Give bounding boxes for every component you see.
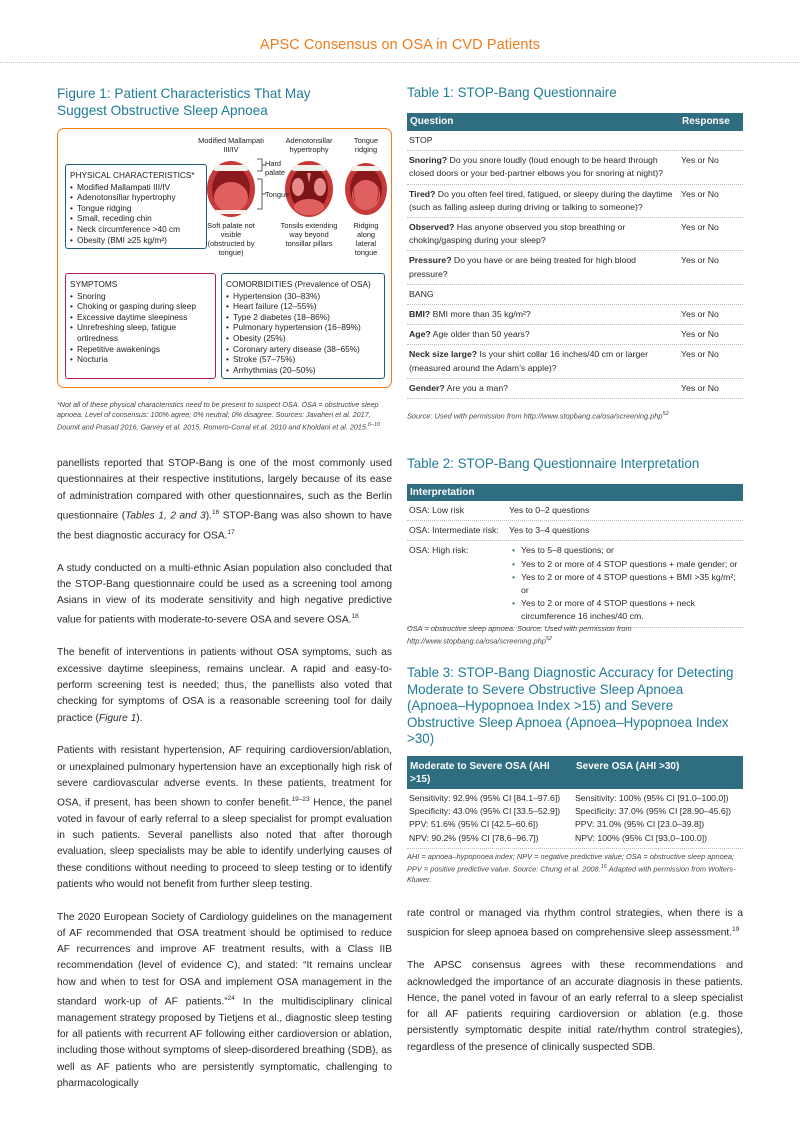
comorbidities-heading: COMORBIDITIES (Prevalence of OSA) [226, 279, 371, 289]
list-item: • Neck circumference >40 cm [70, 224, 202, 235]
paragraph: Patients with resistant hypertension, AF requiring cardioversion/ablation, or unexplained pulmonary hypertension have an exceptionally high risk of severe cardiovascular adverse events. In these patients, treatment for OSA, if present, has been shown to confer benefit.$^{19-23}$ Hence, the panel voted in favour of early referral to a sleep specialist for prompt evaluation in such patients. Several panellists also noted that after thorough evaluation, sleep specialists may be able to identify underlying causes of these conditions without needing to proceed to sleep testing or to identify patients who would not benefit from further sleep testing. [57, 745, 392, 890]
left-body-text [57, 456, 392, 1109]
table1-source: Source: Used with permission from http://www.stopbang.ca/osa/screening.php$^{52}$ [407, 411, 669, 421]
tonsils-mouth-illustration [283, 159, 335, 219]
list-item: • Pulmonary hypertension (16–89%) [226, 322, 380, 333]
illus-title-tonsils: Adenotonsillar hypertrophy [285, 136, 333, 154]
paragraph: A study conducted on a multi-ethnic Asian population also concluded that the STOP-Bang questionnaire could be used as a screening tool among Asians in view of its moderate sensitivity and high negative predictive value for patients with moderate-to-severe OSA and severe OSA.$^{18}$ [57, 562, 392, 626]
list-item: • Choking or gasping during sleep [70, 301, 211, 312]
list-item: • Yes to 5–8 questions; or [509, 544, 739, 557]
table3-title: Table 3: STOP-Bang Diagnostic Accuracy for Detecting Moderate to Severe Obstructive Sleep Apnoea (Apnoea–Hypopnoea Index >15) and Severe Obstructive Sleep Apnoea (Apnoea–Hypopnoea Index >30) [407, 665, 734, 746]
table-row: Neck size large? Is your shirt collar 16 inches/40 cm or larger (measured around the Adam’s apple)? Yes or No [407, 345, 743, 378]
table-row: PPV: 51.6% (95% CI [42.5–60.6]) PPV: 31.0% (95% CI [23.0–39.8]) [409, 819, 705, 830]
table-row: NPV: 90.2% (95% CI [78.6–96.7]) NPV: 100% (95% CI [93.0–100.0]) [409, 832, 707, 843]
table-header [407, 113, 743, 131]
paragraph: panellists reported that STOP-Bang is one of the most commonly used questionnaires at their respective institutions, largely because of its ease of administration compared with other questionnaires, such as the Berlin questionnaire (Tables 1, 2 and 3).$^{16}$ STOP-Bang was also shown to have the best diagnostic accuracy for OSA.$^{17}$ [57, 458, 393, 541]
table-row: OSA: High risk: • Yes to 5–8 questions; or • Yes to 2 or more of 4 STOP questions + male gender; or • Yes to 2 or more of 4 STOP questions + BMI >35 kg/m²; or • Yes to 2 or more of 4 STOP questions + neck circumference 16 inches/40 cm. [407, 541, 743, 627]
list-item: • Type 2 diabetes (18–86%) [226, 312, 380, 323]
table-row: Sensitivity: 92.9% (95% CI [84.1–97.6]) Sensitivity: 100% (95% CI [91.0–100.0]) [409, 793, 729, 803]
table2 [407, 484, 743, 628]
table-header: Moderate to Severe OSA (AHI >15) Severe OSA (AHI >30) [407, 756, 743, 789]
figure-panel [57, 128, 392, 388]
list-item: • Yes to 2 or more of 4 STOP questions + BMI >35 kg/m²; or [509, 571, 739, 597]
label-hard-palate: Hard palate [265, 159, 286, 177]
list-item: • Unrefreshing sleep, fatigue ortiredness [70, 322, 211, 343]
table1-title: Table 1: STOP-Bang Questionnaire [407, 85, 617, 100]
table-row: Pressure? Do you have or are being treated for high blood pressure? Yes or No [407, 251, 743, 284]
running-head: APSC Consensus on OSA in CVD Patients [259, 37, 541, 53]
table-row: Gender? Are you a man? Yes or No [407, 379, 743, 399]
mallampati-mouth-illustration [205, 159, 257, 219]
list-item: • Yes to 2 or more of 4 STOP questions + male gender; or [509, 558, 739, 571]
list-item: • Nocturia [70, 354, 211, 365]
list-item: • Coronary artery disease (38–65%) [226, 344, 380, 355]
illus-title-ridging: Tongue ridging [353, 136, 379, 154]
label-tongue: Tongue [265, 190, 290, 199]
list-item: • Obesity (25%) [226, 333, 380, 344]
figure-footnote-text: *Not all of these physical characteristics need to be present to suspect OSA. OSA = obstructive sleep apnoea. Level of consensus: 100% agree; 0% neutral; 0% disagree. Sources: Javaheri et al. 2017, Doumit and Prasad 2016, Garvey et al. 2015, Romero-Corral et al. 2010 and Kholdani et al. 2015. [57, 400, 379, 432]
list-item: • Excessive daytime sleepiness [70, 312, 211, 323]
table-row: Observed? Has anyone observed you stop breathing or choking/gasping during your sleep? Yes or No [407, 218, 743, 251]
illus-title-mallampati: Modified Mallampati III/IV [198, 136, 264, 154]
list-item: • Small, receding chin [70, 213, 202, 224]
paragraph: The benefit of interventions in patients without OSA symptoms, such as excessive daytime sleepiness, remains unclear. A rapid and easy-to-perform screening test is needed; thus, the panellists also voted that checking for symptoms of OSA is a reasonable screening tool for daily practice (Figure 1). [57, 647, 392, 724]
physical-characteristics-box [65, 164, 207, 249]
paragraph: rate control or managed via rhythm control strategies, when there is a suspicion for sleep apnoea based on comprehensive sleep assessment.$^{19}$ [407, 908, 743, 939]
right-body-text [407, 906, 743, 1072]
list-item: • Yes to 2 or more of 4 STOP questions + neck circumference 16 inches/40 cm. [509, 597, 739, 623]
figure-title: Figure 1: Patient Characteristics That May Suggest Obstructive Sleep Apnoea [57, 86, 311, 118]
table-row: Snoring? Do you snore loudly (loud enough to be heard through closed doors or your bed-partner elbows you for snoring at night)? Yes or No [407, 151, 743, 184]
list-item: • Obesity (BMI ≥25 kg/m²) [70, 235, 202, 246]
list-item: • Hypertension (30–83%) [226, 291, 380, 302]
paragraph: The 2020 European Society of Cardiology guidelines on the management of AF recommended that OSA treatment should be optimised to reduce AF recurrences and improve AF treatment results, with a Class IIB recommendation (level of evidence C), and stated: “It remains unclear how and when to test for OSA and implement OSA management in the standard work-up of AF patients.”$^{24}$ In the multidisciplinary clinical management strategy proposed by Tietjens et al., diagnostic sleep testing for all patients with recurrent AF following either cardioversion or ablation, including those without symptoms of sleep-disordered breathing (SDB), as well as AF patients who are persistently symptomatic, challenging to pharmacologically [57, 911, 392, 1089]
list-item: • Heart failure (12–55%) [226, 301, 380, 312]
caption-ridging: Ridging along lateral tongue [353, 221, 379, 257]
header-divider [0, 62, 800, 63]
list-item: • Tongue ridging [70, 203, 202, 214]
list-item: • Snoring [70, 291, 211, 302]
paragraph: The APSC consensus agrees with these recommendations and acknowledged the importance of an accurate diagnosis in these patients. Hence, the panel voted in favour of an early referral to a sleep specialist for all AF patients requiring cardioversion or ablation (e.g. those persistently symptomatic despite initial rate/rhythm control strategies), regardless of the presence of clinically suspected SDB. [407, 960, 743, 1053]
list-item: • Adenotonsillar hypertrophy [70, 192, 202, 203]
table3 [407, 756, 743, 849]
table-row: Tired? Do you often feel tired, fatigued, or sleepy during the daytime (such as falling asleep during driving or talking to someone)? Yes or No [407, 185, 743, 218]
table-section-row: BANG [407, 285, 743, 305]
list-item: • Arrhythmias (20–50%) [226, 365, 380, 376]
table-row: BMI? BMI more than 35 kg/m²? Yes or No [407, 305, 743, 325]
caption-tonsils: Tonsils extending way beyond tonsillar pillars [280, 221, 338, 248]
table2-source: OSA = obstructive sleep apnoea. Source: Used with permission from http://www.stopbang.ca/osa/screening.php$^{52}$ [407, 624, 632, 646]
physical-heading: PHYSICAL CHARACTERISTICS* [70, 170, 195, 180]
column-header-question: Question [410, 116, 454, 128]
figure-footnote [57, 400, 392, 433]
comorbidities-box [221, 273, 385, 379]
caption-soft-palate: Soft palate not visible (obstructed by tongue) [207, 221, 255, 257]
table-body [407, 789, 743, 849]
column-header-response: Response [682, 116, 730, 128]
symptoms-box [65, 273, 216, 379]
table3-source: AHI = apnoea–hypopnoea index; NPV = negative predictive value; OSA = obstructive sleep apnoea; PPV = positive predictive value. Source: Chung et al. 2008.16 Adapted with permission from Wolters-Kluwer. [407, 852, 736, 884]
list-item: • Modified Mallampati III/IV [70, 182, 202, 193]
table1 [407, 113, 743, 399]
list-item: • Stroke (57–75%) [226, 354, 380, 365]
table-row: Specificity: 43.0% (95% CI [33.5–52.9]) Specificity: 37.0% (95% CI [28.90–45.6]) [409, 806, 731, 817]
table-header: Interpretation [407, 484, 743, 501]
figure-footnote-refs: 6–10 [367, 422, 381, 429]
table-row: OSA: Intermediate risk: Yes to 3–4 questions [407, 521, 743, 541]
tongue-ridging-illustration [344, 161, 388, 217]
symptoms-heading: SYMPTOMS [70, 279, 118, 289]
table-row: OSA: Low risk Yes to 0–2 questions [407, 501, 743, 521]
table-section-row: STOP [407, 131, 743, 151]
list-item: • Repetitive awakenings [70, 344, 211, 355]
table2-title: Table 2: STOP-Bang Questionnaire Interpretation [407, 456, 700, 471]
table-row: Age? Age older than 50 years? Yes or No [407, 325, 743, 345]
